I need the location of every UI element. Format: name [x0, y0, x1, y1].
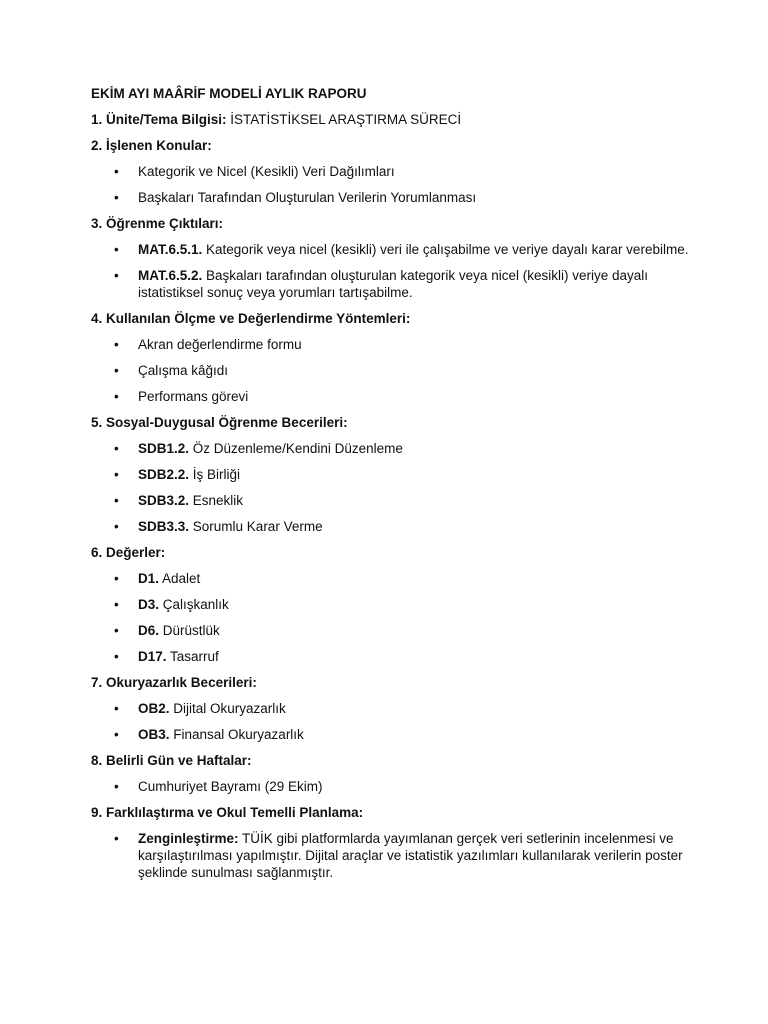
- item-text: Çalışkanlık: [159, 597, 229, 612]
- list-item: [91, 778, 691, 795]
- list-item: [91, 189, 691, 206]
- item-code: SDB3.3.: [138, 519, 190, 534]
- section-heading: [91, 414, 691, 431]
- item-text: İş Birliği: [189, 467, 241, 482]
- bullet-icon: •: [114, 268, 119, 283]
- item-text: Sorumlu Karar Verme: [189, 519, 323, 534]
- section-heading-value: İSTATİSTİKSEL ARAŞTIRMA SÜRECİ: [226, 112, 462, 127]
- section-heading: [91, 310, 691, 327]
- item-code: SDB2.2.: [138, 467, 190, 482]
- item-text: Dürüstlük: [159, 623, 220, 638]
- list-item: [91, 726, 691, 743]
- item-text: Çalışma kâğıdı: [138, 363, 229, 378]
- section-heading-label: 8. Belirli Gün ve Haftalar:: [91, 753, 252, 768]
- item-code: Zenginleştirme:: [138, 831, 239, 846]
- section-list: [91, 830, 691, 881]
- item-text: Finansal Okuryazarlık: [169, 727, 304, 742]
- list-item: [91, 466, 691, 483]
- section-list: [91, 570, 691, 665]
- item-text: Tasarruf: [166, 649, 219, 664]
- item-code: D17.: [138, 649, 167, 664]
- report-sections: [91, 111, 691, 881]
- section-heading-label: 3. Öğrenme Çıktıları:: [91, 216, 224, 231]
- section-list: [91, 163, 691, 206]
- list-item: [91, 648, 691, 665]
- item-text: TÜİK gibi platformlarda yayımlanan gerçek veri setlerinin incelenmesi ve karşılaştırılması yapılmıştır. Dijital araçlar ve istatistik yazılımları kullanılarak verilerin poster şeklinde sunulması sağlanmıştır.: [138, 831, 683, 880]
- list-item: [91, 830, 691, 881]
- section-heading-label: 6. Değerler:: [91, 545, 166, 560]
- item-code: MAT.6.5.1.: [138, 242, 203, 257]
- bullet-icon: •: [114, 519, 119, 534]
- item-text: Akran değerlendirme formu: [138, 337, 302, 352]
- section-list: [91, 778, 691, 795]
- item-text: Kategorik ve Nicel (Kesikli) Veri Dağılımları: [138, 164, 395, 179]
- section-heading: [91, 804, 691, 821]
- item-code: OB2.: [138, 701, 170, 716]
- section-heading-label: 1. Ünite/Tema Bilgisi:: [91, 112, 227, 127]
- bullet-icon: •: [114, 190, 119, 205]
- section-list: [91, 700, 691, 743]
- item-text: Esneklik: [189, 493, 244, 508]
- section-heading-label: 4. Kullanılan Ölçme ve Değerlendirme Yöntemleri:: [91, 311, 411, 326]
- section-heading: [91, 674, 691, 691]
- section-list: [91, 241, 691, 301]
- section-list: [91, 440, 691, 535]
- bullet-icon: •: [114, 649, 119, 664]
- section-heading: [91, 544, 691, 561]
- item-text: Kategorik veya nicel (kesikli) veri ile çalışabilme ve veriye dayalı karar verebilme.: [202, 242, 689, 257]
- bullet-icon: •: [114, 597, 119, 612]
- list-item: [91, 163, 691, 180]
- bullet-icon: •: [114, 337, 119, 352]
- bullet-icon: •: [114, 571, 119, 586]
- section-heading: [91, 215, 691, 232]
- item-text: Adalet: [159, 571, 201, 586]
- item-text: Cumhuriyet Bayramı (29 Ekim): [138, 779, 323, 794]
- bullet-icon: •: [114, 727, 119, 742]
- section-heading: [91, 752, 691, 769]
- section-heading-label: 7. Okuryazarlık Becerileri:: [91, 675, 257, 690]
- list-item: [91, 518, 691, 535]
- bullet-icon: •: [114, 623, 119, 638]
- bullet-icon: •: [114, 363, 119, 378]
- section-list: [91, 336, 691, 405]
- bullet-icon: •: [114, 701, 119, 716]
- report-content: [91, 85, 691, 890]
- bullet-icon: •: [114, 467, 119, 482]
- bullet-icon: •: [114, 493, 119, 508]
- item-text: Performans görevi: [138, 389, 249, 404]
- item-code: SDB3.2.: [138, 493, 190, 508]
- item-text: Başkaları Tarafından Oluşturulan Verilerin Yorumlanması: [138, 190, 477, 205]
- section-heading: [91, 137, 691, 154]
- section-heading: [91, 111, 691, 128]
- item-code: MAT.6.5.2.: [138, 268, 203, 283]
- item-code: SDB1.2.: [138, 441, 190, 456]
- list-item: [91, 267, 691, 301]
- bullet-icon: •: [114, 441, 119, 456]
- list-item: [91, 622, 691, 639]
- bullet-icon: •: [114, 242, 119, 257]
- list-item: [91, 596, 691, 613]
- list-item: [91, 362, 691, 379]
- item-code: D3.: [138, 597, 160, 612]
- section-heading-label: 2. İşlenen Konular:: [91, 138, 212, 153]
- item-code: D6.: [138, 623, 160, 638]
- list-item: [91, 388, 691, 405]
- item-text: Dijital Okuryazarlık: [169, 701, 286, 716]
- list-item: [91, 570, 691, 587]
- section-heading-label: 9. Farklılaştırma ve Okul Temelli Planlama:: [91, 805, 364, 820]
- item-text: Başkaları tarafından oluşturulan kategorik veya nicel (kesikli) veriye dayalı istatistiksel sonuç veya yorumları tartışabilme.: [138, 268, 648, 300]
- item-code: D1.: [138, 571, 160, 586]
- bullet-icon: •: [114, 779, 119, 794]
- list-item: [91, 440, 691, 457]
- list-item: [91, 492, 691, 509]
- report-title: EKİM AYI MAÂRİF MODELİ AYLIK RAPORU: [91, 86, 367, 101]
- list-item: [91, 700, 691, 717]
- list-item: [91, 241, 691, 258]
- item-text: Öz Düzenleme/Kendini Düzenleme: [189, 441, 403, 456]
- bullet-icon: •: [114, 389, 119, 404]
- bullet-icon: •: [114, 831, 119, 846]
- list-item: [91, 336, 691, 353]
- section-heading-label: 5. Sosyal-Duygusal Öğrenme Becerileri:: [91, 415, 348, 430]
- item-code: OB3.: [138, 727, 170, 742]
- bullet-icon: •: [114, 164, 119, 179]
